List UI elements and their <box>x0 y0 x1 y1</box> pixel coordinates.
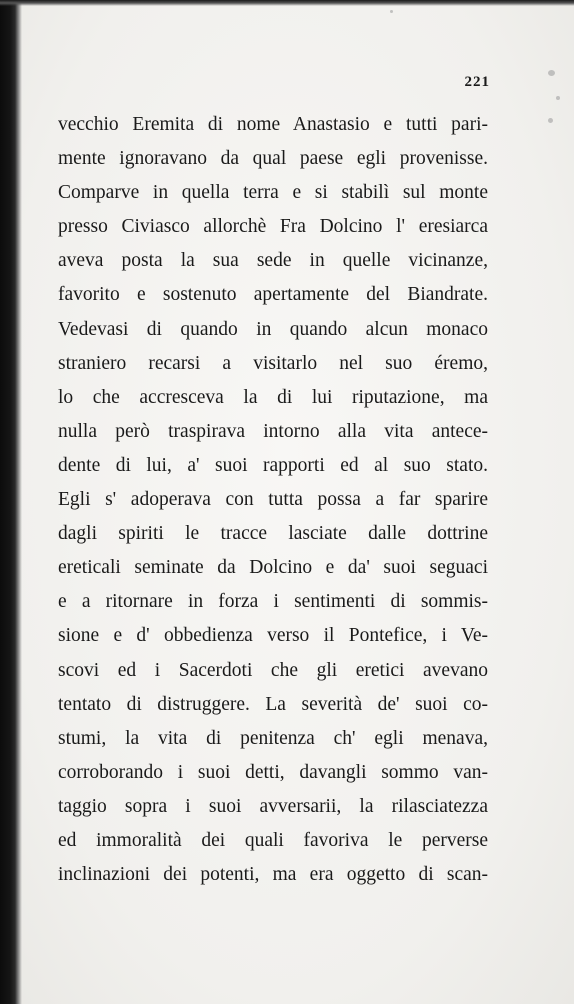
text-line: aveva posta la sua sede in quelle vicinanze, <box>58 250 488 272</box>
page-number: 221 <box>464 74 490 90</box>
text-line: mente ignoravano da qual paese egli provenisse. <box>58 148 488 170</box>
text-line: corroborando i suoi detti, davangli sommo van- <box>58 761 488 783</box>
text-line: vecchio Eremita di nome Anastasio e tutti pari- <box>58 114 488 135</box>
text-line: taggio sopra i suoi avversarii, la rilasciatezza <box>58 795 488 817</box>
paper-speck <box>556 96 560 100</box>
text-line: Vedevasi di quando in quando alcun monaco <box>58 318 488 340</box>
text-line: sione e d' obbedienza verso il Pontefice, i Ve- <box>58 625 488 647</box>
text-line: tentato di distruggere. La severità de' suoi co- <box>58 693 488 715</box>
text-line: Comparve in quella terra e si stabilì sul monte <box>58 182 488 204</box>
text-line: straniero recarsi a visitarlo nel suo éremo, <box>58 352 488 374</box>
text-line: dente di lui, a' suoi rapporti ed al suo stato. <box>58 454 488 476</box>
body-text <box>58 108 488 892</box>
text-line: favorito e sostenuto apertamente del Biandrate. <box>58 284 488 306</box>
text-line: Egli s' adoperava con tutta possa a far sparire <box>58 489 488 511</box>
text-line: inclinazioni dei potenti, ma era oggetto di scan- <box>58 864 488 886</box>
text-line: dagli spiriti le tracce lasciate dalle dottrine <box>58 523 488 545</box>
paper-speck <box>390 10 393 13</box>
page-binding-shadow <box>0 0 22 1004</box>
text-line: scovi ed i Sacerdoti che gli eretici avevano <box>58 659 488 681</box>
text-line: lo che accresceva la di lui riputazione, ma <box>58 386 488 408</box>
text-line: stumi, la vita di penitenza ch' egli menava, <box>58 727 488 749</box>
paper-speck <box>548 118 553 123</box>
page-top-edge <box>0 0 574 6</box>
text-line: ed immoralità dei quali favoriva le perverse <box>58 829 488 851</box>
paper-speck <box>548 70 555 76</box>
text-line: presso Civiasco allorchè Fra Dolcino l' eresiarca <box>58 216 488 238</box>
text-line: ereticali seminate da Dolcino e da' suoi seguaci <box>58 557 488 579</box>
text-line: nulla però traspirava intorno alla vita antece- <box>58 420 488 442</box>
text-line: e a ritornare in forza i sentimenti di sommis- <box>58 591 488 613</box>
